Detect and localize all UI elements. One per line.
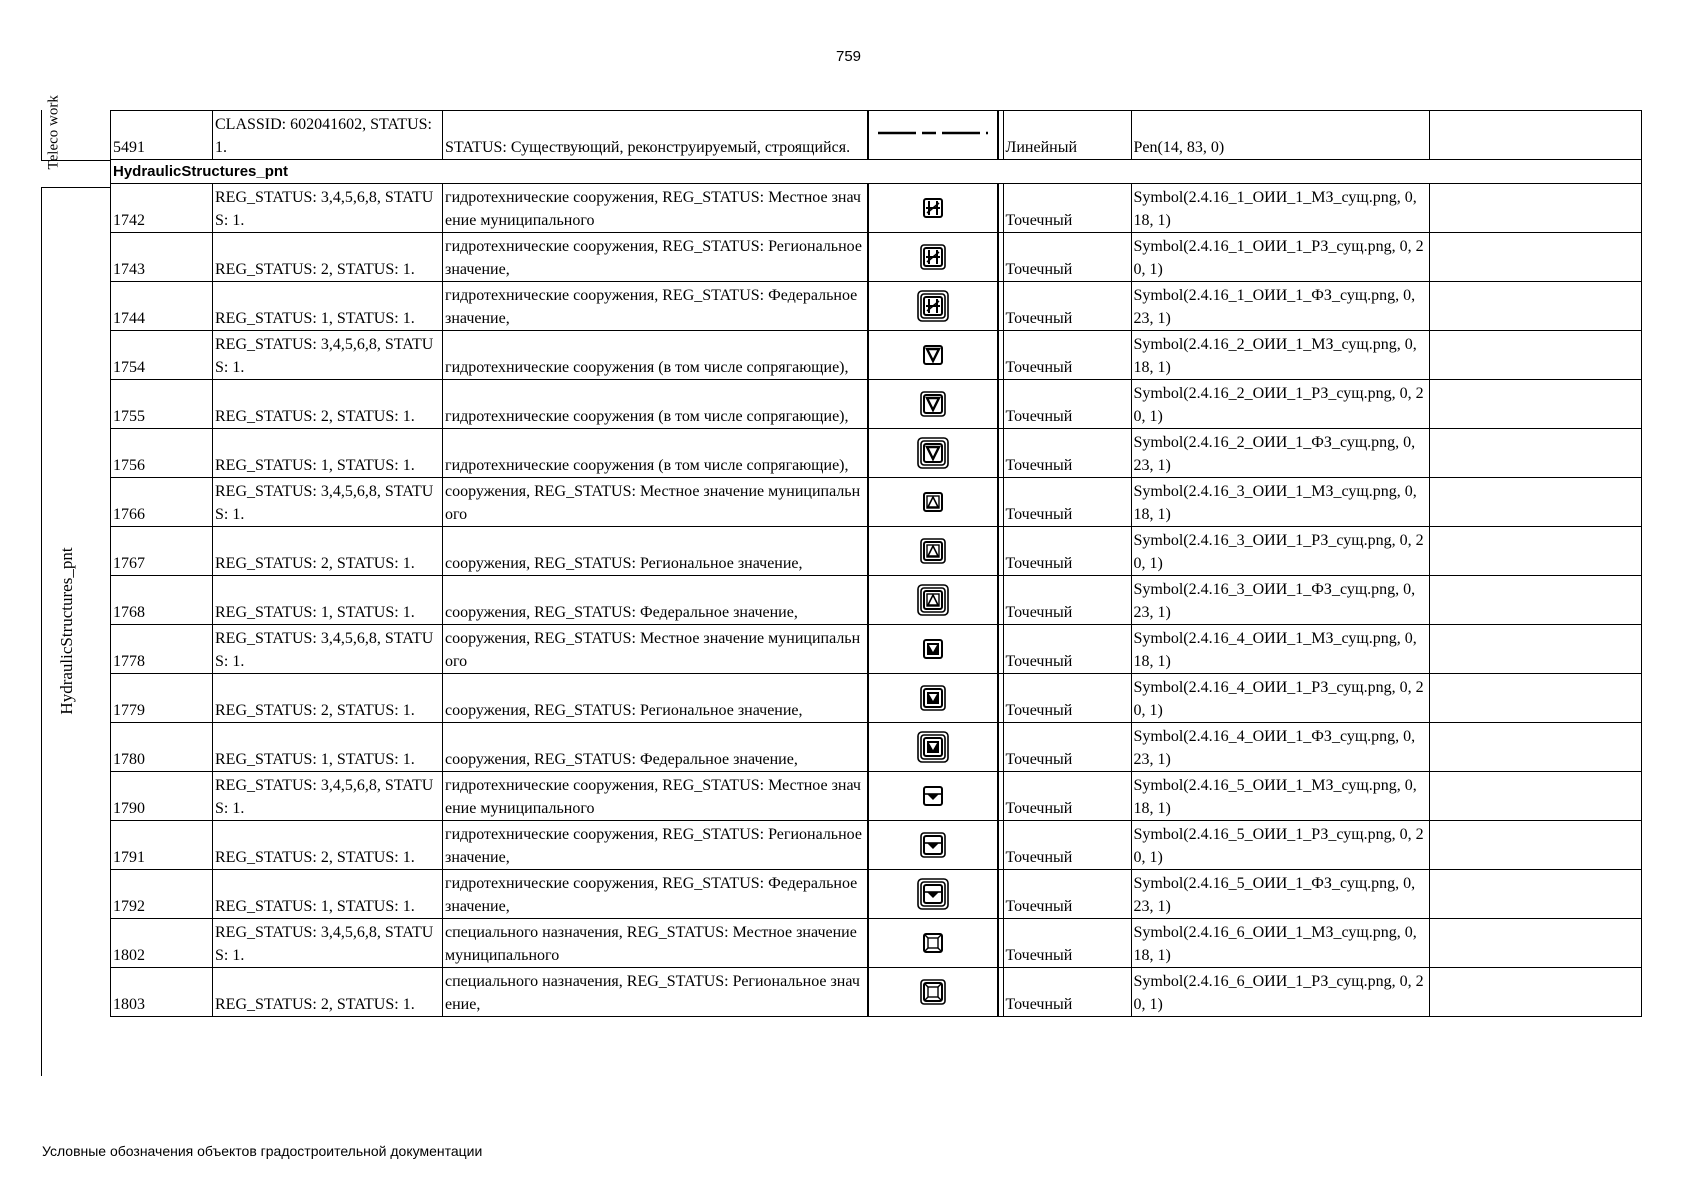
code-cell: 1768 — [111, 576, 213, 625]
type-cell: Точечный — [1003, 380, 1131, 429]
note-cell — [1429, 919, 1641, 968]
symbol-cell — [868, 429, 998, 478]
style-cell: Symbol(2.4.16_4_ОИИ_1_РЗ_сущ.png, 0, 20, 1) — [1131, 674, 1429, 723]
condition-cell: REG_STATUS: 2, STATUS: 1. — [213, 968, 443, 1017]
description-cell: сооружения, REG_STATUS: Федеральное значение, — [443, 723, 868, 772]
condition-cell: REG_STATUS: 3,4,5,6,8, STATUS: 1. — [213, 772, 443, 821]
style-cell: Symbol(2.4.16_6_ОИИ_1_РЗ_сущ.png, 0, 20, 1) — [1131, 968, 1429, 1017]
table-row — [111, 625, 1642, 674]
table-row — [111, 184, 1642, 233]
code-cell: 1779 — [111, 674, 213, 723]
description-cell: специального назначения, REG_STATUS: Региональное значение, — [443, 968, 868, 1017]
style-cell: Symbol(2.4.16_1_ОИИ_1_РЗ_сущ.png, 0, 20, 1) — [1131, 233, 1429, 282]
symbol-cell — [868, 674, 998, 723]
type-cell: Точечный — [1003, 723, 1131, 772]
code-cell: 1792 — [111, 870, 213, 919]
type-cell: Точечный — [1003, 331, 1131, 380]
description-cell: гидротехнические сооружения, REG_STATUS: Федеральное значение, — [443, 282, 868, 331]
note-cell — [1429, 429, 1641, 478]
symbol-cell — [868, 821, 998, 870]
triangle-down-icon — [913, 384, 953, 424]
filled-triangle-icon — [913, 727, 953, 767]
type-cell: Точечный — [1003, 478, 1131, 527]
table-row — [111, 870, 1642, 919]
symbol-cell — [868, 233, 998, 282]
description-cell: гидротехнические сооружения, REG_STATUS: Местное значение муниципального — [443, 184, 868, 233]
note-cell — [1429, 380, 1641, 429]
code-cell: 1790 — [111, 772, 213, 821]
description-cell: STATUS: Существующий, реконструируемый, строящийся. — [443, 111, 868, 160]
table-row — [111, 674, 1642, 723]
code-cell: 1791 — [111, 821, 213, 870]
symbol-cell — [868, 772, 998, 821]
type-cell: Точечный — [1003, 625, 1131, 674]
symbol-cell — [868, 870, 998, 919]
type-cell: Точечный — [1003, 429, 1131, 478]
code-cell: 1766 — [111, 478, 213, 527]
symbol-cell — [868, 331, 998, 380]
code-cell: 1756 — [111, 429, 213, 478]
condition-cell: REG_STATUS: 1, STATUS: 1. — [213, 870, 443, 919]
style-cell: Symbol(2.4.16_5_ОИИ_1_МЗ_сущ.png, 0, 18, 1) — [1131, 772, 1429, 821]
code-cell: 1742 — [111, 184, 213, 233]
table-row — [111, 429, 1642, 478]
triangle-up-icon — [913, 531, 953, 571]
table-row — [111, 772, 1642, 821]
footer-text: Условные обозначения объектов градостроительной документации — [42, 1143, 483, 1159]
note-cell — [1429, 870, 1641, 919]
type-cell: Точечный — [1003, 919, 1131, 968]
condition-cell: REG_STATUS: 1, STATUS: 1. — [213, 576, 443, 625]
code-cell: 1767 — [111, 527, 213, 576]
note-cell — [1429, 968, 1641, 1017]
note-cell — [1429, 331, 1641, 380]
description-cell: сооружения, REG_STATUS: Местное значение муниципального — [443, 478, 868, 527]
condition-cell: REG_STATUS: 3,4,5,6,8, STATUS: 1. — [213, 625, 443, 674]
style-cell: Symbol(2.4.16_1_ОИИ_1_МЗ_сущ.png, 0, 18, 1) — [1131, 184, 1429, 233]
type-cell: Точечный — [1003, 772, 1131, 821]
table-row — [111, 821, 1642, 870]
code-cell: 1754 — [111, 331, 213, 380]
type-cell: Линейный — [1003, 111, 1131, 160]
type-cell: Точечный — [1003, 674, 1131, 723]
code-cell: 1743 — [111, 233, 213, 282]
symbol-cell — [868, 184, 998, 233]
table-row — [111, 111, 1642, 160]
symbol-cell — [868, 625, 998, 674]
half-triangle-icon — [913, 776, 953, 816]
table-row — [111, 527, 1642, 576]
type-cell: Точечный — [1003, 527, 1131, 576]
style-cell: Symbol(2.4.16_3_ОИИ_1_РЗ_сущ.png, 0, 20, 1) — [1131, 527, 1429, 576]
condition-cell: REG_STATUS: 3,4,5,6,8, STATUS: 1. — [213, 919, 443, 968]
sluice-icon — [913, 188, 953, 228]
side-label-box-main — [41, 187, 111, 1076]
filled-triangle-icon — [913, 629, 953, 669]
description-cell: гидротехнические сооружения, REG_STATUS: Федеральное значение, — [443, 870, 868, 919]
style-cell: Symbol(2.4.16_2_ОИИ_1_МЗ_сущ.png, 0, 18, 1) — [1131, 331, 1429, 380]
filled-triangle-icon — [913, 678, 953, 718]
style-cell: Symbol(2.4.16_2_ОИИ_1_РЗ_сущ.png, 0, 20, 1) — [1131, 380, 1429, 429]
style-cell: Symbol(2.4.16_5_ОИИ_1_РЗ_сущ.png, 0, 20, 1) — [1131, 821, 1429, 870]
symbol-cell — [868, 919, 998, 968]
note-cell — [1429, 111, 1641, 160]
condition-cell: REG_STATUS: 2, STATUS: 1. — [213, 233, 443, 282]
description-cell: гидротехнические сооружения (в том числе сопрягающие), — [443, 380, 868, 429]
type-cell: Точечный — [1003, 233, 1131, 282]
style-cell: Symbol(2.4.16_1_ОИИ_1_ФЗ_сущ.png, 0, 23, 1) — [1131, 282, 1429, 331]
table-row — [111, 576, 1642, 625]
triangle-up-icon — [913, 482, 953, 522]
sluice-icon — [913, 237, 953, 277]
type-cell: Точечный — [1003, 968, 1131, 1017]
style-cell: Symbol(2.4.16_3_ОИИ_1_МЗ_сущ.png, 0, 18, 1) — [1131, 478, 1429, 527]
code-cell: 1780 — [111, 723, 213, 772]
symbol-cell — [868, 282, 998, 331]
condition-cell: REG_STATUS: 2, STATUS: 1. — [213, 380, 443, 429]
style-cell: Symbol(2.4.16_6_ОИИ_1_МЗ_сущ.png, 0, 18, 1) — [1131, 919, 1429, 968]
description-cell: специального назначения, REG_STATUS: Местное значение муниципального — [443, 919, 868, 968]
description-cell: гидротехнические сооружения, REG_STATUS: Региональное значение, — [443, 821, 868, 870]
table-row — [111, 380, 1642, 429]
half-triangle-icon — [913, 825, 953, 865]
code-cell: 1803 — [111, 968, 213, 1017]
table-row — [111, 968, 1642, 1017]
table-row — [111, 331, 1642, 380]
note-cell — [1429, 478, 1641, 527]
style-cell: Symbol(2.4.16_4_ОИИ_1_МЗ_сущ.png, 0, 18, 1) — [1131, 625, 1429, 674]
style-cell: Symbol(2.4.16_2_ОИИ_1_ФЗ_сущ.png, 0, 23, 1) — [1131, 429, 1429, 478]
legend-table — [110, 110, 1642, 1017]
condition-cell: REG_STATUS: 3,4,5,6,8, STATUS: 1. — [213, 184, 443, 233]
symbol-cell — [868, 478, 998, 527]
half-triangle-icon — [913, 874, 953, 914]
type-cell: Точечный — [1003, 870, 1131, 919]
description-cell: сооружения, REG_STATUS: Местное значение муниципального — [443, 625, 868, 674]
condition-cell: REG_STATUS: 2, STATUS: 1. — [213, 527, 443, 576]
pier-icon — [913, 923, 953, 963]
symbol-cell — [868, 576, 998, 625]
condition-cell: REG_STATUS: 2, STATUS: 1. — [213, 674, 443, 723]
table-row — [111, 233, 1642, 282]
note-cell — [1429, 233, 1641, 282]
side-label-main: HydraulicStructures_pnt — [57, 547, 76, 715]
symbol-cell — [868, 723, 998, 772]
style-cell: Symbol(2.4.16_4_ОИИ_1_ФЗ_сущ.png, 0, 23, 1) — [1131, 723, 1429, 772]
condition-cell: REG_STATUS: 3,4,5,6,8, STATUS: 1. — [213, 331, 443, 380]
triangle-up-icon — [913, 580, 953, 620]
note-cell — [1429, 772, 1641, 821]
pier-icon — [913, 972, 953, 1012]
style-cell: Symbol(2.4.16_5_ОИИ_1_ФЗ_сущ.png, 0, 23, 1) — [1131, 870, 1429, 919]
section-header-row — [111, 160, 1642, 184]
type-cell: Точечный — [1003, 184, 1131, 233]
dashed-line-icon — [874, 126, 992, 140]
side-label-box-top — [41, 95, 111, 170]
type-cell: Точечный — [1003, 576, 1131, 625]
description-cell: гидротехнические сооружения (в том числе сопрягающие), — [443, 429, 868, 478]
side-label-top: Teleco work — [45, 95, 62, 170]
description-cell: сооружения, REG_STATUS: Федеральное значение, — [443, 576, 868, 625]
triangle-down-icon — [913, 335, 953, 375]
condition-cell: REG_STATUS: 2, STATUS: 1. — [213, 821, 443, 870]
type-cell: Точечный — [1003, 282, 1131, 331]
note-cell — [1429, 527, 1641, 576]
code-cell: 1755 — [111, 380, 213, 429]
sluice-icon — [913, 286, 953, 326]
note-cell — [1429, 282, 1641, 331]
note-cell — [1429, 184, 1641, 233]
code-cell: 1802 — [111, 919, 213, 968]
description-cell: гидротехнические сооружения, REG_STATUS: Региональное значение, — [443, 233, 868, 282]
page-number: 759 — [835, 48, 862, 65]
description-cell: сооружения, REG_STATUS: Региональное значение, — [443, 674, 868, 723]
triangle-down-icon — [913, 433, 953, 473]
symbol-cell — [868, 111, 998, 160]
note-cell — [1429, 723, 1641, 772]
style-cell: Symbol(2.4.16_3_ОИИ_1_ФЗ_сущ.png, 0, 23, 1) — [1131, 576, 1429, 625]
table-row — [111, 282, 1642, 331]
condition-cell: REG_STATUS: 3,4,5,6,8, STATUS: 1. — [213, 478, 443, 527]
description-cell: гидротехнические сооружения, REG_STATUS: Местное значение муниципального — [443, 772, 868, 821]
table-row — [111, 478, 1642, 527]
description-cell: гидротехнические сооружения (в том числе сопрягающие), — [443, 331, 868, 380]
code-cell: 1744 — [111, 282, 213, 331]
symbol-cell — [868, 968, 998, 1017]
style-cell: Pen(14, 83, 0) — [1131, 111, 1429, 160]
symbol-cell — [868, 527, 998, 576]
table-row — [111, 919, 1642, 968]
condition-cell: REG_STATUS: 1, STATUS: 1. — [213, 282, 443, 331]
condition-cell: REG_STATUS: 1, STATUS: 1. — [213, 429, 443, 478]
symbol-cell — [868, 380, 998, 429]
code-cell: 5491 — [111, 111, 213, 160]
code-cell: 1778 — [111, 625, 213, 674]
note-cell — [1429, 576, 1641, 625]
table-row — [111, 723, 1642, 772]
note-cell — [1429, 674, 1641, 723]
section-title: HydraulicStructures_pnt — [111, 160, 1642, 184]
condition-cell: REG_STATUS: 1, STATUS: 1. — [213, 723, 443, 772]
condition-cell: CLASSID: 602041602, STATUS: 1. — [213, 111, 443, 160]
description-cell: сооружения, REG_STATUS: Региональное значение, — [443, 527, 868, 576]
type-cell: Точечный — [1003, 821, 1131, 870]
note-cell — [1429, 625, 1641, 674]
note-cell — [1429, 821, 1641, 870]
